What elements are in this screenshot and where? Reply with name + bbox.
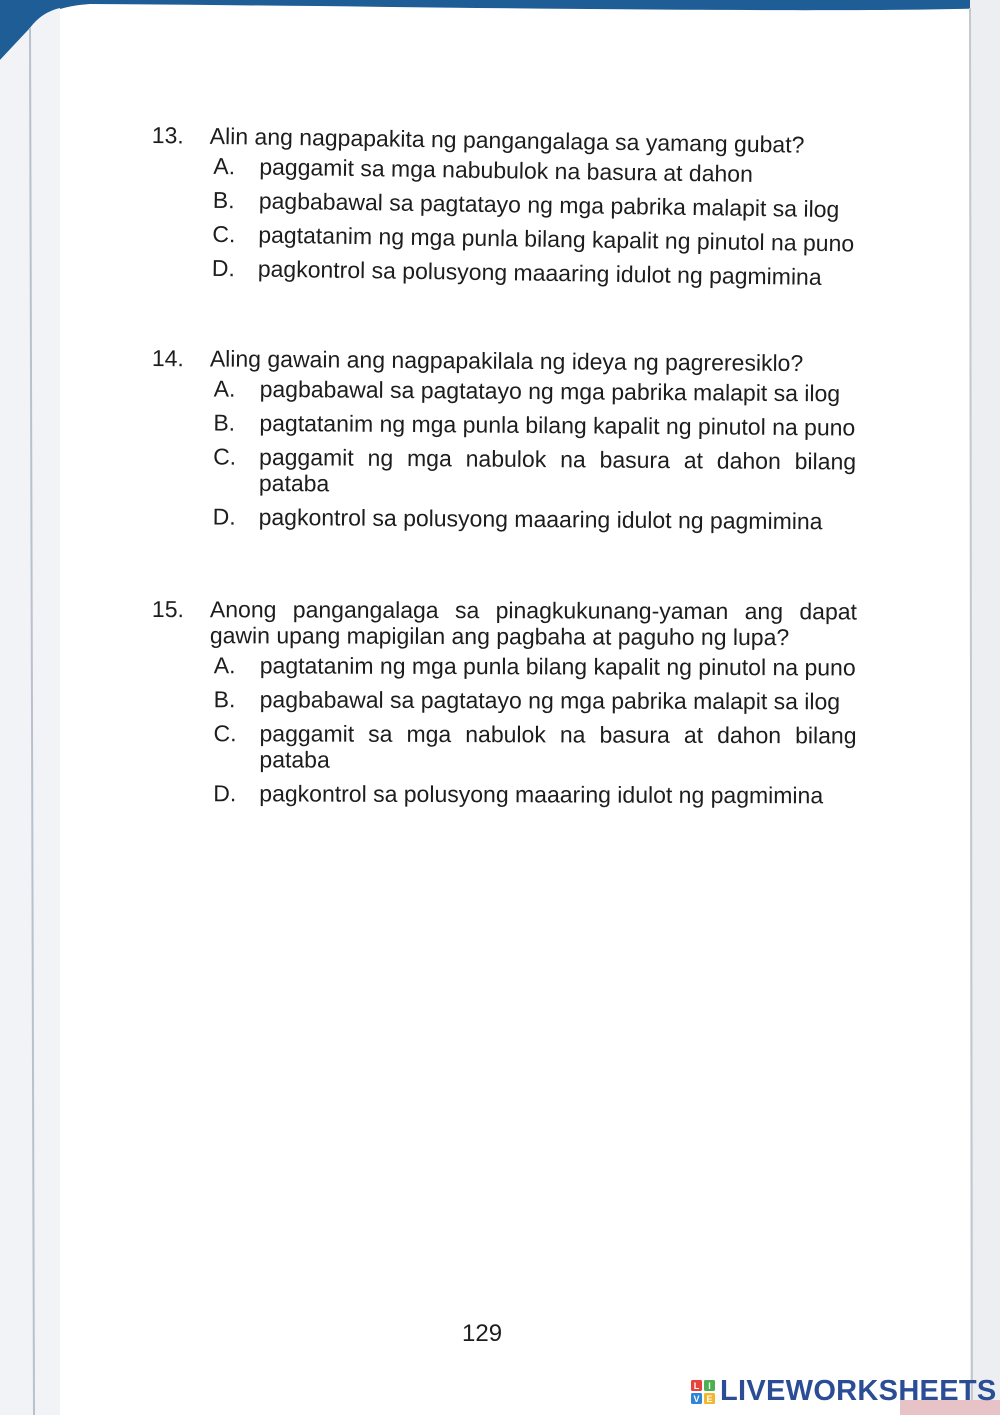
question-stem	[152, 596, 857, 650]
option-c[interactable]	[150, 220, 855, 256]
question-text: Aling gawain ang nagpapakilala ng ideya ng pagreresiklo?	[209, 345, 804, 377]
option-letter: B.	[213, 686, 236, 713]
question-number: 14.	[151, 345, 184, 372]
option-letter: D.	[212, 503, 236, 530]
option-c[interactable]	[151, 720, 856, 774]
option-letter: D.	[211, 254, 236, 282]
options-list	[151, 652, 857, 808]
option-text: pagbabawal sa pagtatayo ng mga pabrika malapit sa ilog	[258, 187, 840, 223]
option-c[interactable]	[151, 443, 856, 501]
watermark-text: LIVEWORKSHEETS	[720, 1375, 997, 1407]
option-text: pagkontrol sa polusyong maaaring idulot ng pagmimina	[259, 780, 824, 809]
option-letter: C.	[213, 443, 237, 470]
question-stem	[152, 345, 857, 377]
option-letter: B.	[212, 186, 235, 214]
option-b[interactable]	[151, 186, 856, 222]
option-text: pagtatanim ng mga punla bilang kapalit ng pinutol na puno	[258, 221, 855, 257]
option-letter: C.	[213, 720, 237, 747]
option-a[interactable]	[152, 652, 857, 680]
svg-text:L: L	[693, 1380, 700, 1391]
option-letter: A.	[213, 375, 236, 402]
liveworksheets-logo-icon	[690, 1379, 716, 1405]
svg-text:I: I	[708, 1380, 711, 1391]
option-d[interactable]	[150, 254, 855, 290]
option-text: paggamit sa mga nabulok na basura at dahon bilang pataba	[259, 720, 857, 773]
question-13	[150, 122, 857, 298]
question-number: 15.	[151, 596, 184, 623]
question-14	[150, 345, 856, 543]
options-list	[150, 152, 857, 290]
option-letter: A.	[213, 152, 236, 180]
svg-text:E: E	[706, 1393, 713, 1404]
option-text: pagkontrol sa polusyong maaaring idulot ng pagmimina	[258, 503, 823, 535]
option-d[interactable]	[151, 780, 856, 808]
option-text: paggamit sa mga nabubulok na basura at dahon	[259, 153, 754, 187]
option-b[interactable]	[151, 409, 856, 441]
option-text: pagbabawal sa pagtatayo ng mga pabrika malapit sa ilog	[259, 686, 841, 715]
option-text: pagkontrol sa polusyong maaaring idulot ng pagmimina	[257, 255, 822, 290]
option-a[interactable]	[152, 375, 857, 407]
option-text: pagtatanim ng mga punla bilang kapalit ng pinutol na puno	[259, 652, 856, 681]
option-a[interactable]	[151, 152, 856, 188]
option-letter: C.	[212, 220, 236, 248]
option-text: paggamit ng mga nabulok na basura at dahon bilang pataba	[258, 443, 857, 497]
option-letter: B.	[213, 409, 236, 436]
question-text: Alin ang nagpapakita ng pangangalaga sa yamang gubat?	[209, 122, 805, 158]
question-number: 13.	[151, 122, 184, 149]
question-text: Anong pangangalaga sa pinagkukunang-yaman ang dapat gawin upang mapigilan ang pagbaha at paguho ng lupa?	[209, 596, 857, 651]
svg-text:V: V	[693, 1393, 700, 1404]
liveworksheets-watermark	[690, 1375, 997, 1408]
option-b[interactable]	[152, 686, 857, 714]
option-letter: A.	[213, 652, 236, 679]
option-letter: D.	[213, 780, 237, 807]
option-text: pagbabawal sa pagtatayo ng mga pabrika malapit sa ilog	[259, 375, 841, 407]
options-list	[151, 375, 857, 535]
option-text: pagtatanim ng mga punla bilang kapalit ng pinutol na puno	[259, 409, 856, 441]
question-15	[151, 596, 857, 816]
page-number: 129	[462, 1320, 503, 1347]
option-d[interactable]	[151, 503, 856, 535]
